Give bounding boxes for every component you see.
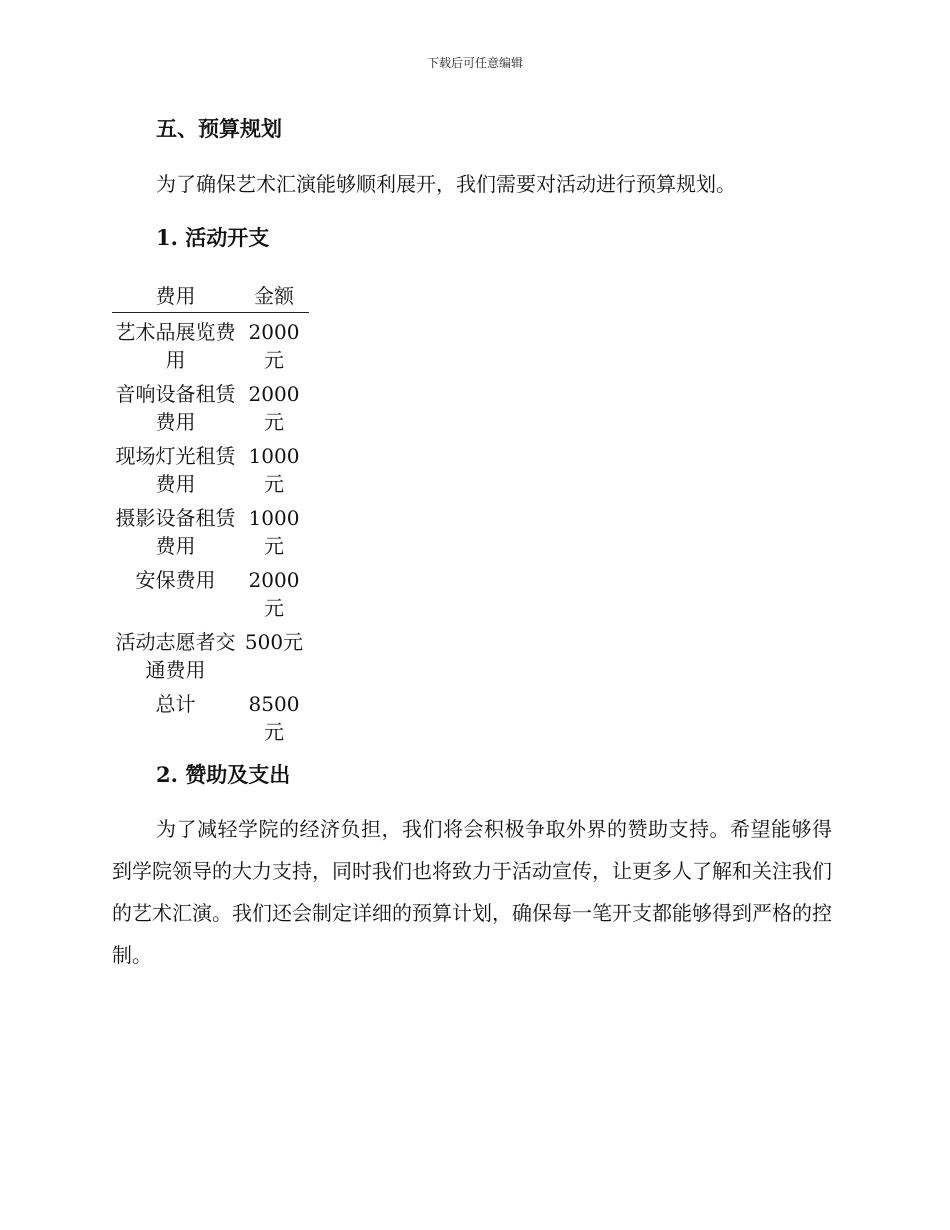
- amount-cell: 1000元: [248, 444, 300, 496]
- budget-table: [112, 278, 309, 752]
- amount-cell: 2000元: [248, 568, 300, 620]
- intro-paragraph: 为了确保艺术汇演能够顺利展开，我们需要对活动进行预算规划。: [156, 172, 736, 196]
- sponsorship-paragraph: 为了减轻学院的经济负担，我们将会积极争取外界的赞助支持。希望能够得到学院领导的大力支持，同时我们也将致力于活动宣传，让更多人了解和关注我们的艺术汇演。我们还会制定详细的预算计划，确保每一笔开支都能够得到严格的控制。: [112, 817, 832, 967]
- section-title: 五、预算规划: [156, 116, 282, 141]
- table-row: [112, 380, 309, 442]
- expense-item-cell: 艺术品展览费用: [115, 320, 236, 372]
- subsection-title-expenses: 1. 活动开支: [156, 225, 270, 250]
- subsection-title-sponsorship: 2. 赞助及支出: [156, 762, 291, 787]
- header-note: 下载后可任意编辑: [426, 56, 523, 70]
- table-row-total: [112, 690, 309, 752]
- table-row: [112, 504, 309, 566]
- expense-item-cell: 活动志愿者交通费用: [115, 630, 236, 682]
- table-row: [112, 313, 309, 381]
- table-row: [112, 442, 309, 504]
- column-header-expense: 费用: [112, 278, 239, 313]
- total-label-cell: 总计: [155, 692, 196, 716]
- table-row: [112, 628, 309, 690]
- table-header-row: [112, 278, 309, 313]
- amount-cell: 1000元: [248, 506, 300, 558]
- table-row: [112, 566, 309, 628]
- column-header-amount: 金额: [239, 278, 309, 313]
- expense-item-cell: 音响设备租赁费用: [115, 382, 236, 434]
- amount-cell: 500元: [244, 630, 304, 654]
- expense-item-cell: 现场灯光租赁费用: [115, 444, 236, 496]
- expense-item-cell: 安保费用: [135, 568, 216, 592]
- amount-cell: 2000元: [248, 382, 300, 434]
- amount-cell: 2000元: [248, 320, 300, 372]
- total-amount-cell: 8500元: [248, 692, 300, 744]
- expense-item-cell: 摄影设备租赁费用: [115, 506, 236, 558]
